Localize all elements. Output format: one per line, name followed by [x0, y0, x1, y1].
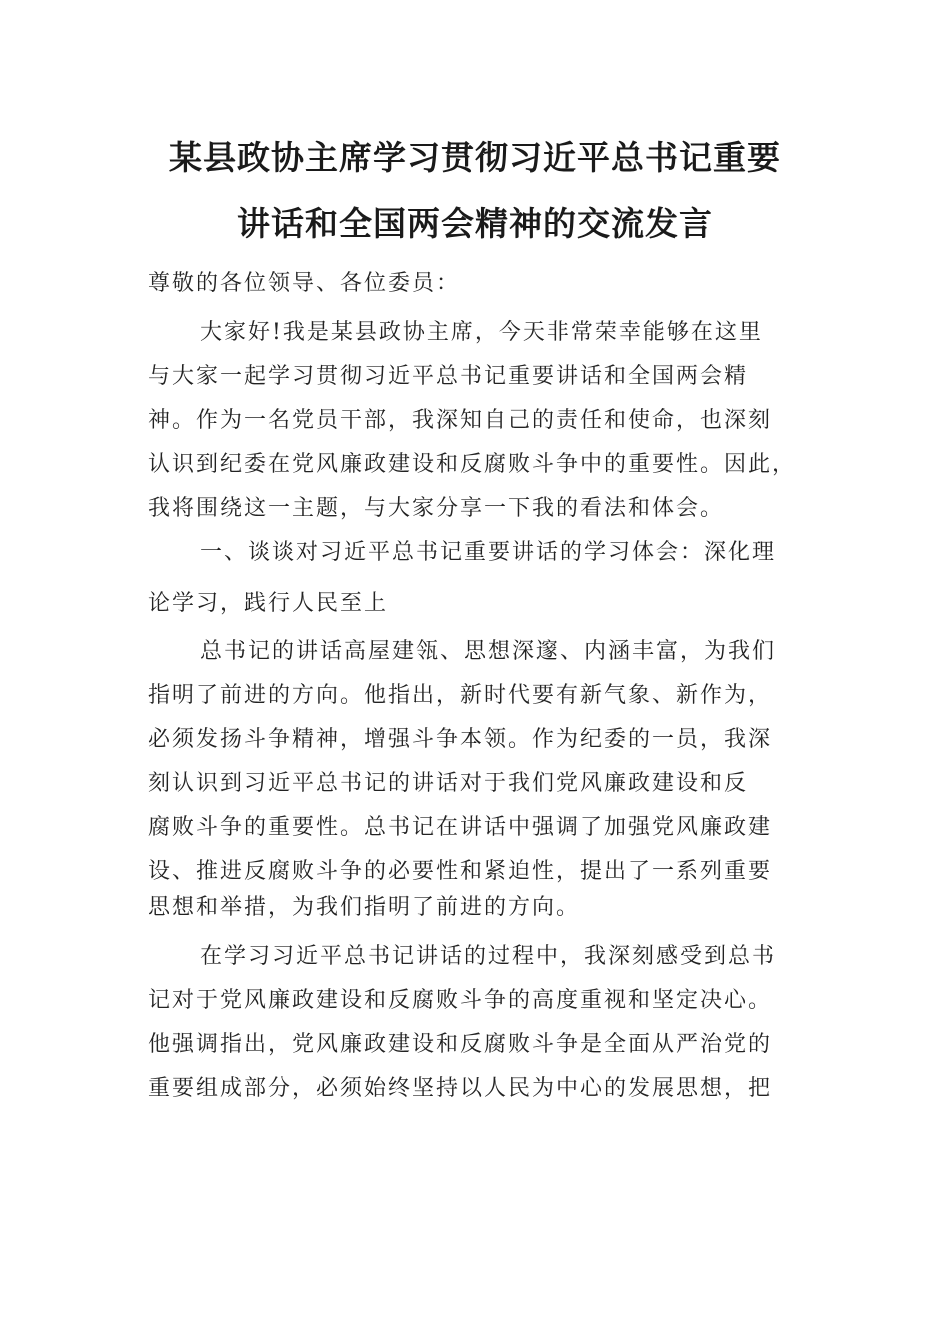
document-title-line-2: 讲话和全国两会精神的交流发言	[237, 204, 713, 243]
paragraph-1-line: 与大家一起学习贯彻习近平总书记重要讲话和全国两会精	[148, 364, 749, 389]
paragraph-1-line: 我将围绕这一主题，与大家分享一下我的看法和体会。	[148, 496, 725, 521]
paragraph-2-line: 腐败斗争的重要性。总书记在讲话中强调了加强党风廉政建	[148, 815, 773, 840]
paragraph-2-line: 总书记的讲话高屋建瓴、思想深邃、内涵丰富，为我们	[200, 639, 777, 664]
paragraph-2-line: 指明了前进的方向。他指出，新时代要有新气象、新作为，	[148, 683, 773, 708]
paragraph-3-line: 记对于党风廉政建设和反腐败斗争的高度重视和坚定决心。	[148, 988, 773, 1013]
paragraph-3-line: 他强调指出，党风廉政建设和反腐败斗争是全面从严治党的	[148, 1032, 773, 1057]
section-heading-line: 一、谈谈对习近平总书记重要讲话的学习体会：深化理	[200, 540, 777, 565]
paragraph-2-line: 必须发扬斗争精神，增强斗争本领。作为纪委的一员，我深	[148, 727, 773, 752]
paragraph-2-line: 刻认识到习近平总书记的讲话对于我们党风廉政建设和反	[148, 771, 749, 796]
paragraph-1-line: 大家好!我是某县政协主席，今天非常荣幸能够在这里	[200, 320, 763, 345]
paragraph-2-line: 设、推进反腐败斗争的必要性和紧迫性，提出了一系列重要	[148, 859, 773, 884]
paragraph-1-line: 认识到纪委在党风廉政建设和反腐败斗争中的重要性。因此，	[148, 452, 797, 477]
paragraph-3-line: 在学习习近平总书记讲话的过程中，我深刻感受到总书	[200, 944, 777, 969]
section-heading-line: 论学习，践行人民至上	[148, 591, 389, 616]
document-title-line-1: 某县政协主席学习贯彻习近平总书记重要	[169, 138, 781, 177]
salutation: 尊敬的各位领导、各位委员：	[148, 271, 461, 296]
paragraph-3-line: 重要组成部分，必须始终坚持以人民为中心的发展思想，把	[148, 1076, 773, 1101]
paragraph-2-line: 思想和举措，为我们指明了前进的方向。	[148, 895, 581, 920]
paragraph-1-line: 神。作为一名党员干部，我深知自己的责任和使命，也深刻	[148, 408, 773, 433]
